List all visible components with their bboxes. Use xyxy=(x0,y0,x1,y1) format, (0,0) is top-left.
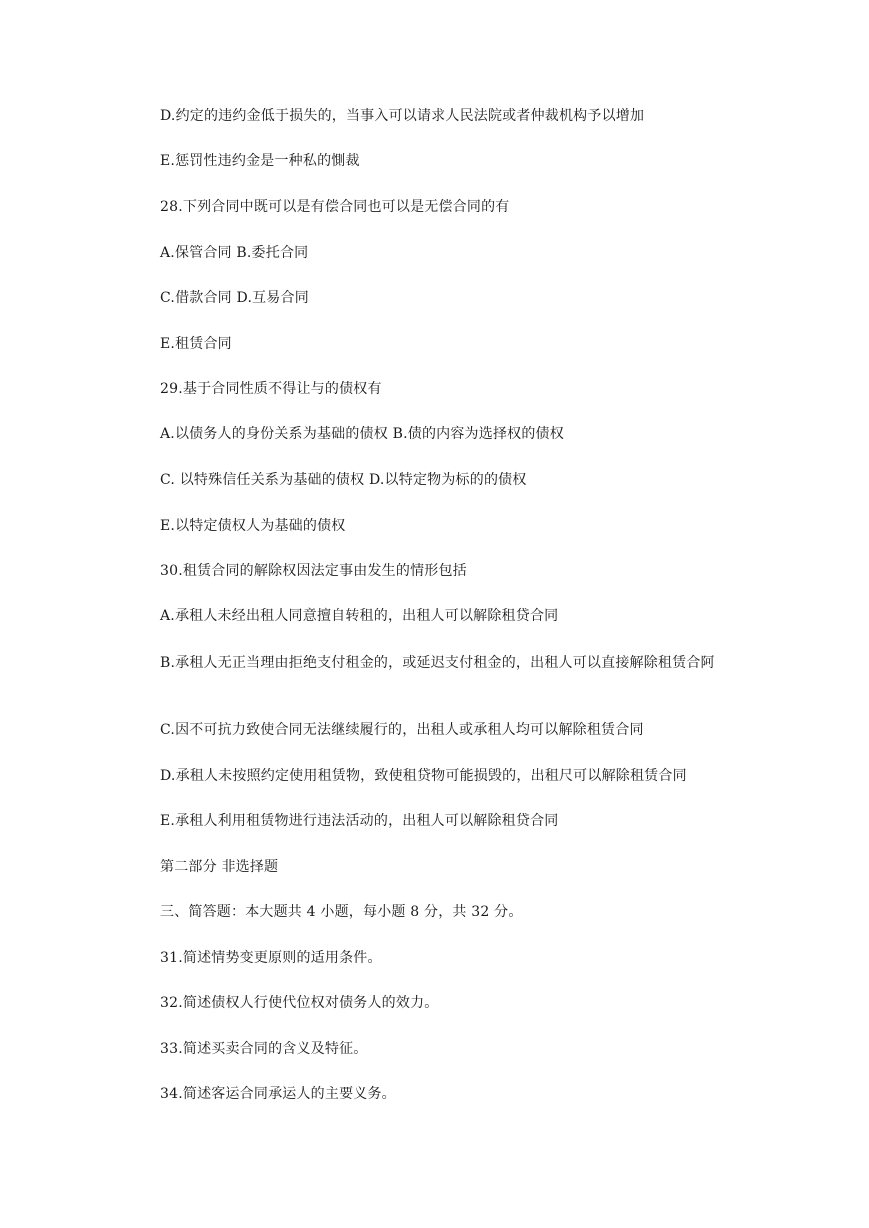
question-28: 28.下列合同中既可以是有偿合同也可以是无偿合同的有 xyxy=(160,199,510,215)
question-30: 30.租赁合同的解除权因法定事由发生的情形包括 xyxy=(160,563,467,579)
option-e-line: E.惩罚性违约金是一种私的惻裁 xyxy=(160,153,360,169)
question-28-option-e: E.租赁合同 xyxy=(160,336,232,352)
question-28-options-ab: A.保管合同 B.委托合同 xyxy=(160,245,309,261)
question-30-option-d: D.承租人未按照约定使用租赁物，致使租贷物可能损毁的，出租尺可以解除租赁合同 xyxy=(160,768,687,784)
question-29-options-cd: C. 以特殊信任关系为基础的债权 D.以特定物为标的的债权 xyxy=(160,472,527,488)
question-32: 32.简述债权人行使代位权对债务人的效力。 xyxy=(160,995,439,1011)
question-31: 31.简述情势变更原则的适用条件。 xyxy=(160,950,382,966)
question-34: 34.简述客运合同承运人的主要义务。 xyxy=(160,1086,396,1102)
question-33: 33.简述买卖合同的含义及特征。 xyxy=(160,1041,368,1057)
question-30-option-e: E.承租人利用租赁物进行违法活动的，出租人可以解除租贷合同 xyxy=(160,813,559,829)
part-two-heading: 第二部分 非选择题 xyxy=(160,859,279,875)
question-30-option-a: A.承租人未经出租人同意擅自转租的，出租人可以解除租贷合同 xyxy=(160,608,559,624)
question-30-option-c: C.因不可抗力致使合同无法继续履行的，出租人或承租人均可以解除租赁合同 xyxy=(160,722,644,738)
question-30-option-b: B.承租人无正当理由拒绝支付租金的，或延迟支付租金的，出租人可以直接解除租赁合阿 xyxy=(160,655,715,671)
question-29-options-ab: A.以债务人的身份关系为基础的债权 B.债的内容为选择权的债权 xyxy=(160,426,564,442)
question-29-option-e: E.以特定债权人为基础的债权 xyxy=(160,518,346,534)
question-29: 29.基于合同性质不得让与的债权有 xyxy=(160,381,382,397)
option-d-line: D.约定的违约金低于损失的，当事入可以请求人民法院或者仲裁机构予以增加 xyxy=(160,108,645,124)
section-three-heading: 三、简答题：本大题共 4 小题，每小题 8 分，共 32 分。 xyxy=(160,904,523,920)
question-28-options-cd: C.借款合同 D.互易合同 xyxy=(160,290,309,306)
